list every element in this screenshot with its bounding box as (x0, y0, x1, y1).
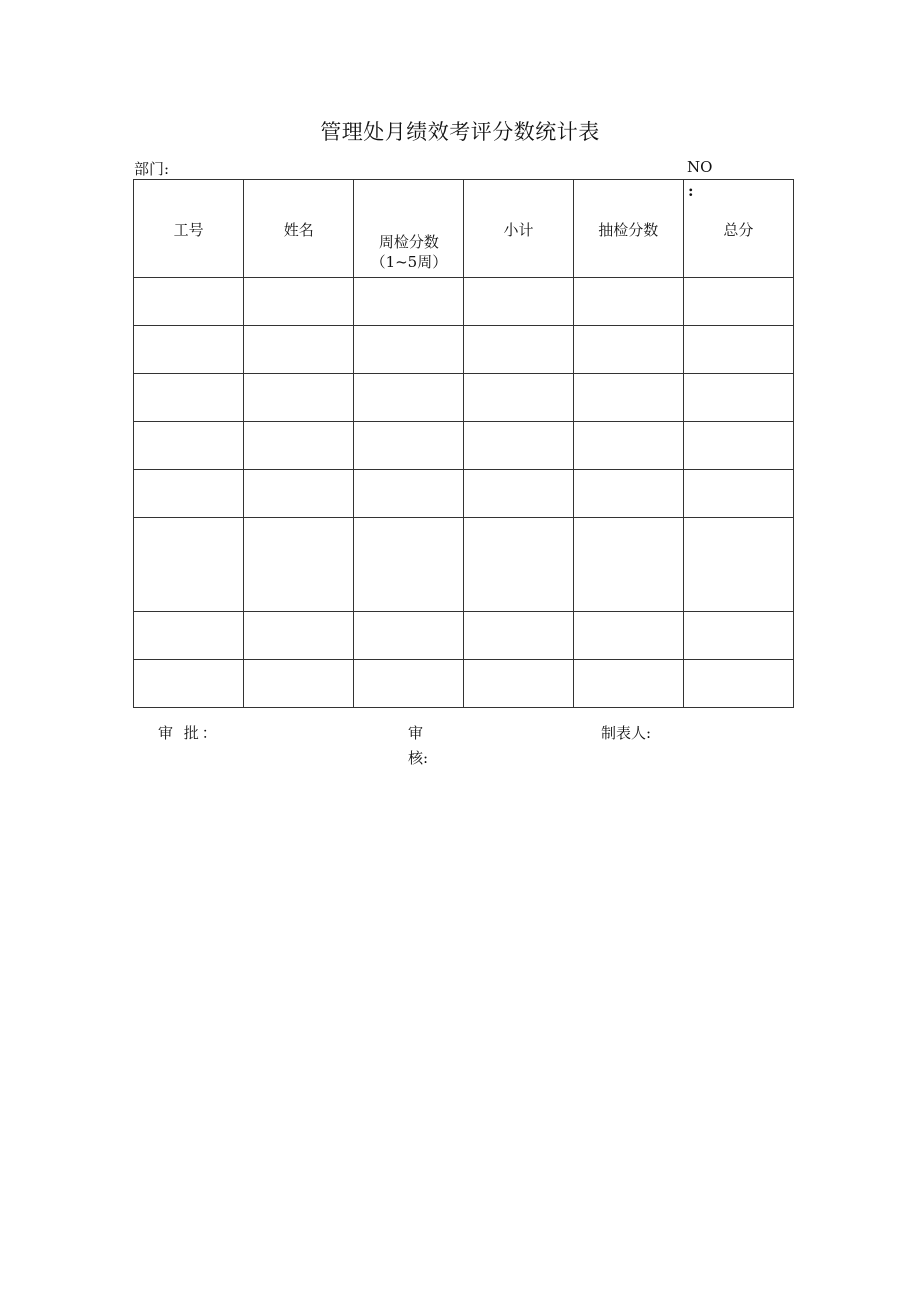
table-cell[interactable] (354, 660, 464, 708)
table-row (134, 278, 794, 326)
table-cell[interactable] (354, 518, 464, 612)
table-row (134, 470, 794, 518)
table-row (134, 422, 794, 470)
table-cell[interactable] (683, 612, 793, 660)
table-cell[interactable] (683, 470, 793, 518)
department-label: 部门: (134, 160, 170, 178)
table-cell[interactable] (134, 470, 244, 518)
table-cell[interactable] (573, 660, 683, 708)
table-cell[interactable] (464, 518, 573, 612)
table-cell[interactable] (134, 326, 244, 374)
table-cell[interactable] (244, 660, 354, 708)
header-total-score (683, 180, 793, 278)
approver-label: 审 批： (158, 724, 220, 742)
table-cell[interactable] (464, 374, 573, 422)
table-row (134, 374, 794, 422)
table-cell[interactable] (573, 422, 683, 470)
table-cell[interactable] (573, 612, 683, 660)
table-cell[interactable] (244, 374, 354, 422)
header-label: 总分 (723, 221, 754, 239)
header-name (244, 180, 354, 278)
table-cell[interactable] (134, 518, 244, 612)
header-subtotal (464, 180, 573, 278)
score-table (133, 179, 794, 708)
table-cell[interactable] (573, 374, 683, 422)
table-cell[interactable] (354, 326, 464, 374)
table-cell[interactable] (573, 326, 683, 374)
table-cell[interactable] (464, 470, 573, 518)
table-cell[interactable] (354, 374, 464, 422)
table-row (134, 612, 794, 660)
header-label: 姓名 (283, 221, 314, 239)
header-label: 小计 (503, 221, 534, 239)
table-cell[interactable] (683, 278, 793, 326)
table-cell[interactable] (354, 422, 464, 470)
page-title: 管理处月绩效考评分数统计表 (320, 120, 600, 144)
table-cell[interactable] (244, 518, 354, 612)
table-cell[interactable] (464, 326, 573, 374)
number-label: NO (687, 158, 713, 176)
table-cell[interactable] (683, 660, 793, 708)
table-cell[interactable] (134, 422, 244, 470)
header-employee-id (134, 180, 244, 278)
preparer-label: 制表人: (601, 724, 652, 742)
table-cell[interactable] (683, 374, 793, 422)
table-cell[interactable] (464, 612, 573, 660)
table-cell[interactable] (134, 660, 244, 708)
table-cell[interactable] (464, 278, 573, 326)
table-cell[interactable] (464, 660, 573, 708)
table-cell[interactable] (354, 612, 464, 660)
number-colon: : (688, 182, 694, 200)
table-cell[interactable] (244, 326, 354, 374)
table-cell[interactable] (244, 470, 354, 518)
reviewer-label-line2: 核: (408, 749, 429, 767)
table-cell[interactable] (573, 278, 683, 326)
table-row (134, 518, 794, 612)
table-cell[interactable] (573, 518, 683, 612)
table-row (134, 326, 794, 374)
header-weekly-score (354, 180, 464, 278)
table-cell[interactable] (354, 278, 464, 326)
table-cell[interactable] (244, 422, 354, 470)
table-cell[interactable] (683, 422, 793, 470)
table-cell[interactable] (134, 612, 244, 660)
table-cell[interactable] (573, 470, 683, 518)
table-cell[interactable] (683, 326, 793, 374)
header-sublabel: （1~5周） (370, 253, 448, 271)
table-cell[interactable] (244, 612, 354, 660)
header-label: 周检分数 (378, 233, 439, 251)
table-cell[interactable] (354, 470, 464, 518)
table-cell[interactable] (683, 518, 793, 612)
table-cell[interactable] (134, 278, 244, 326)
table-row (134, 660, 794, 708)
table-cell[interactable] (134, 374, 244, 422)
table-cell[interactable] (464, 422, 573, 470)
reviewer-label-line1: 审 (408, 724, 424, 742)
table-cell[interactable] (244, 278, 354, 326)
header-label: 抽检分数 (598, 221, 659, 239)
header-spot-check-score (573, 180, 683, 278)
header-label: 工号 (173, 221, 204, 239)
table-header-row (134, 180, 794, 278)
